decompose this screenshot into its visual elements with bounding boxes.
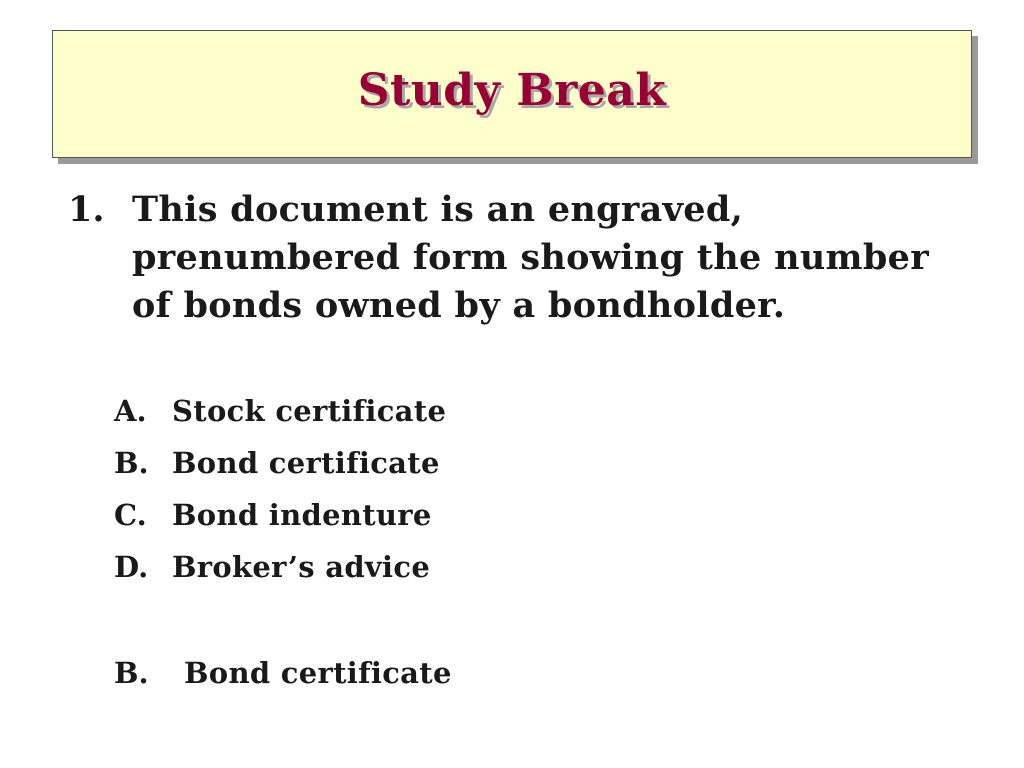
question-text: This document is an engraved, prenumbered form showing the number of bonds owned by a bondholder. bbox=[132, 189, 929, 326]
slide-title: Study Break bbox=[357, 64, 667, 116]
answer-options bbox=[114, 390, 714, 598]
question-number: 1. bbox=[68, 189, 105, 230]
option-letter: C. bbox=[114, 498, 147, 532]
option-text: Broker’s advice bbox=[172, 550, 431, 584]
option-text: Bond certificate bbox=[172, 446, 440, 480]
option-b bbox=[114, 442, 714, 494]
option-letter: B. bbox=[114, 446, 149, 480]
option-a bbox=[114, 390, 714, 442]
option-letter: A. bbox=[114, 394, 147, 428]
title-box bbox=[52, 30, 972, 158]
option-text: Bond indenture bbox=[172, 498, 432, 532]
answer-text: Bond certificate bbox=[184, 656, 452, 690]
option-d bbox=[114, 546, 714, 598]
answer-letter: B. bbox=[114, 656, 149, 690]
option-text: Stock certificate bbox=[172, 394, 447, 428]
answer bbox=[114, 652, 452, 694]
option-letter: D. bbox=[114, 550, 149, 584]
question bbox=[68, 186, 938, 330]
option-c bbox=[114, 494, 714, 546]
